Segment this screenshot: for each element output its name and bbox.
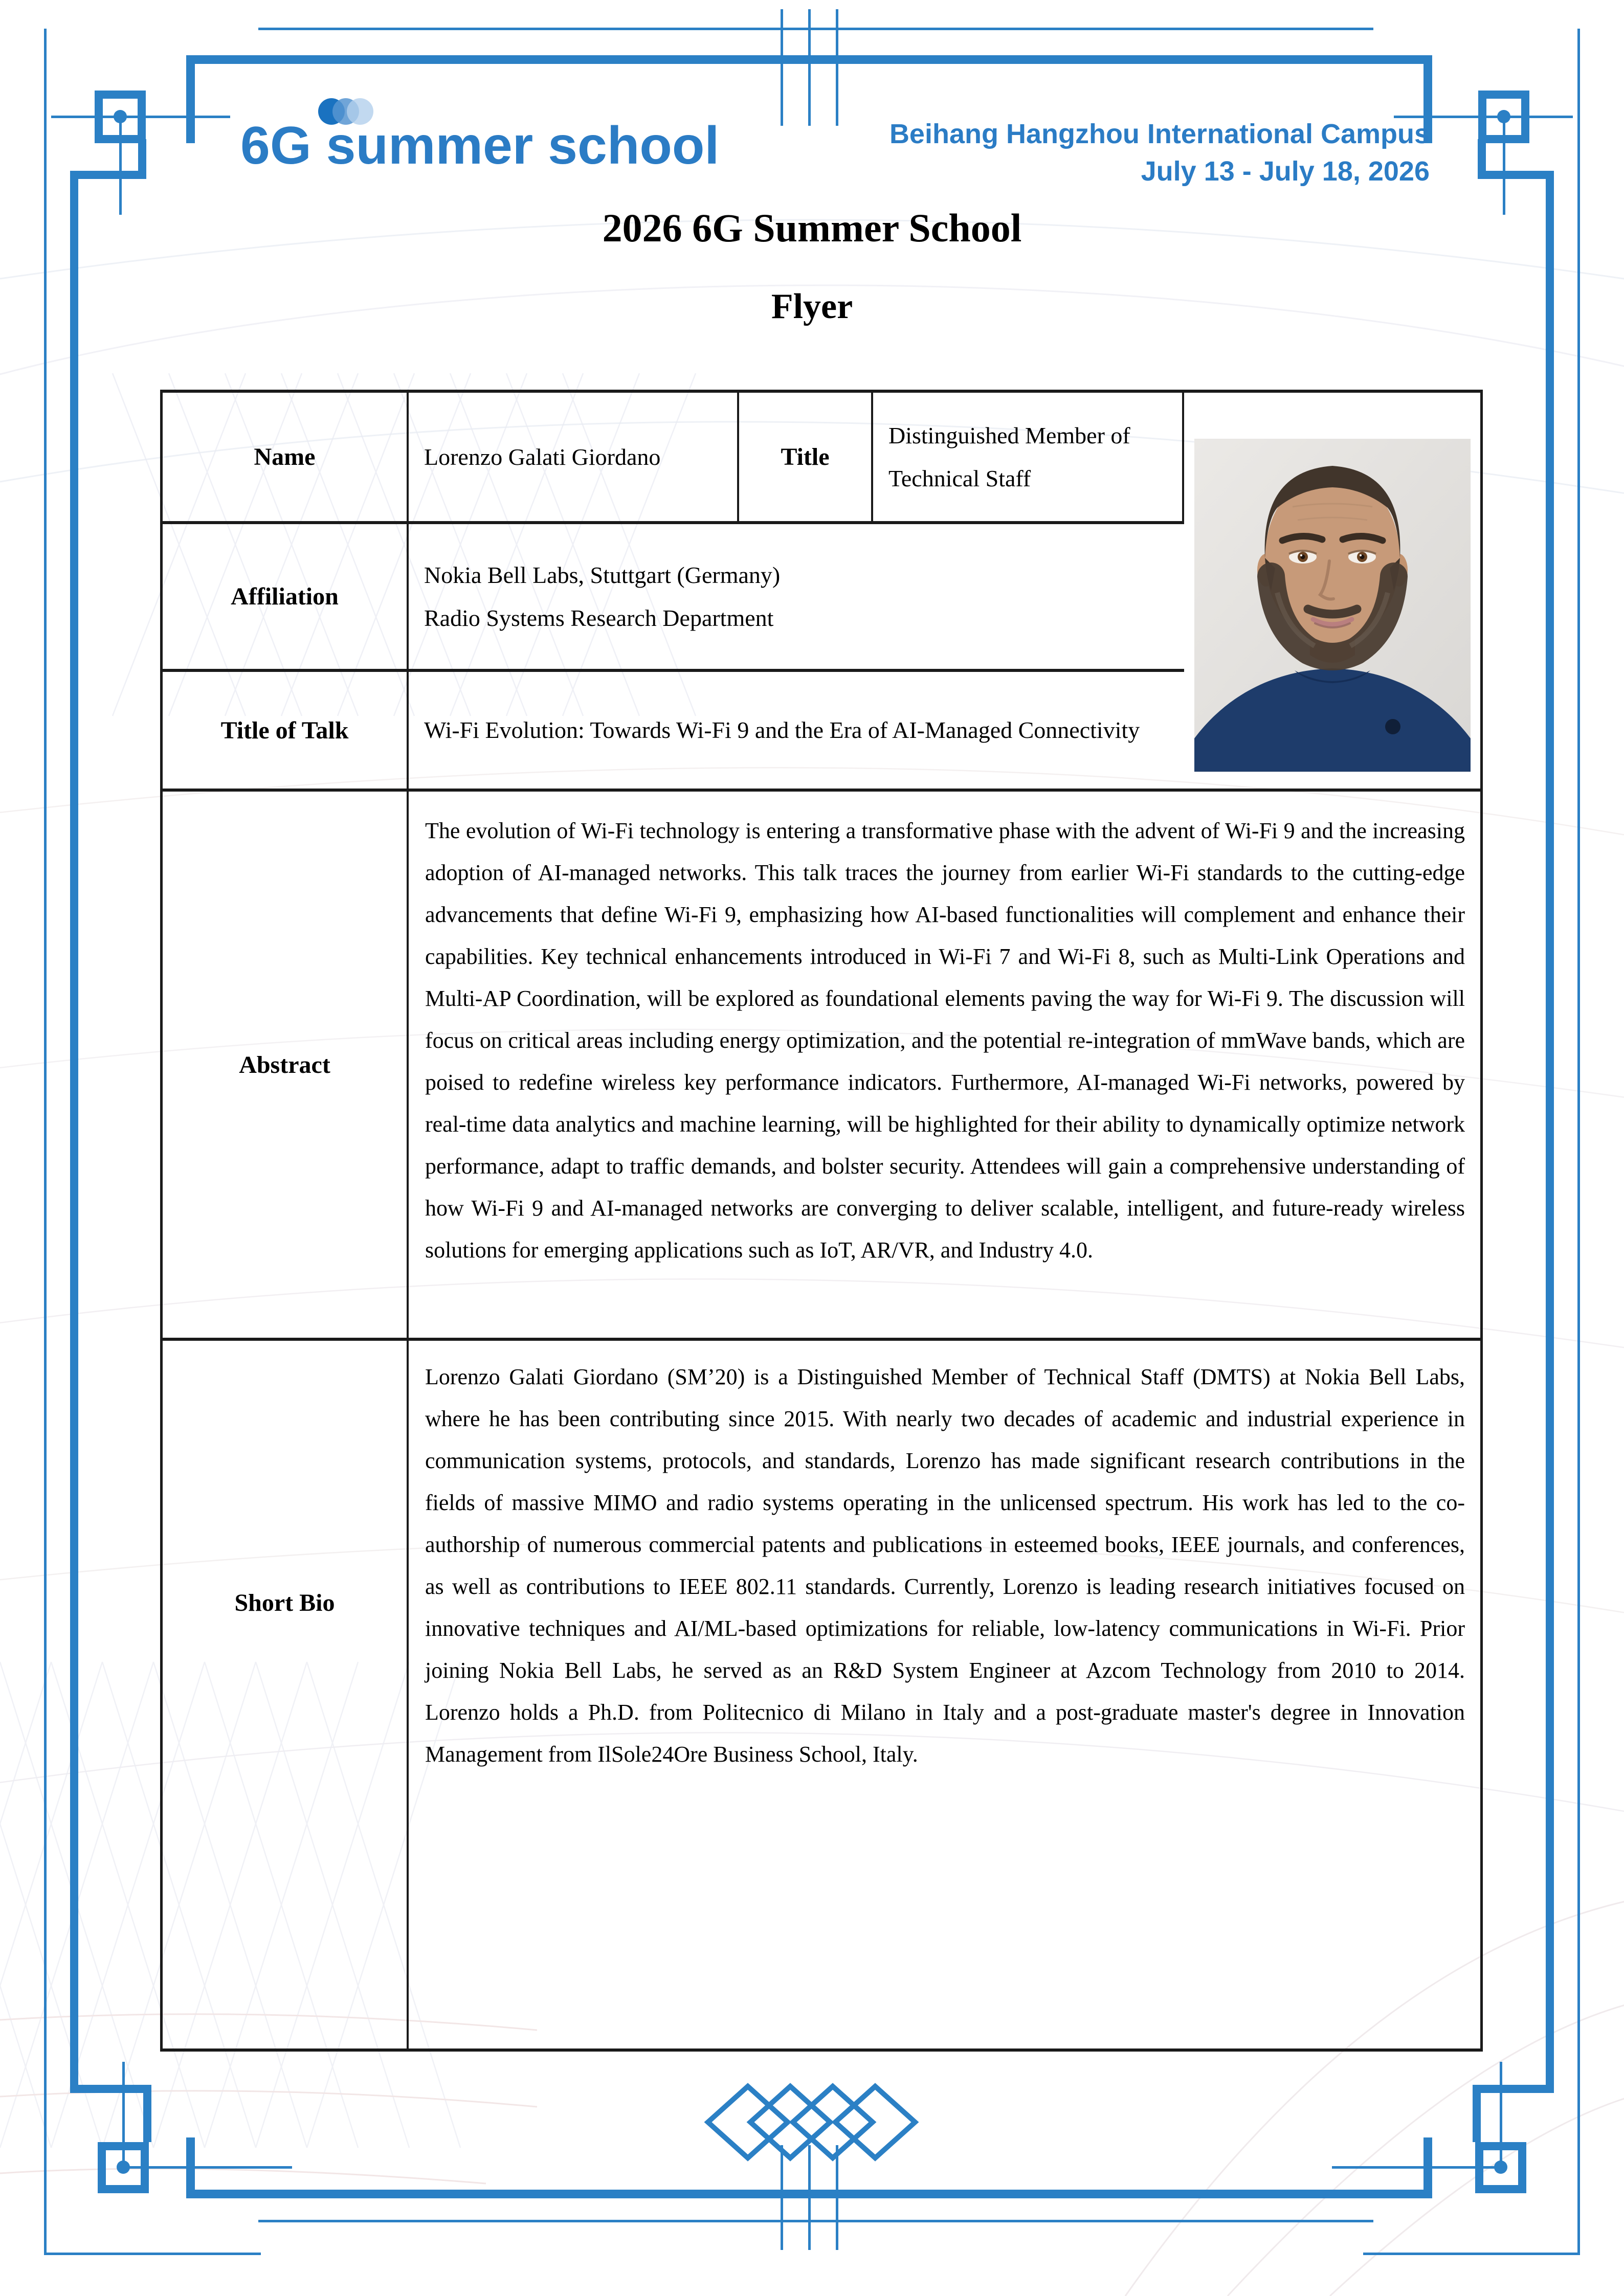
- name-label: Name: [163, 393, 409, 524]
- event-dates: July 13 - July 18, 2026: [1141, 156, 1430, 187]
- short-bio-text: Lorenzo Galati Giordano (SM’20) is a Distinguished Member of Technical Staff (DMTS) at Nokia Bell Labs, where he has been contributing since 2015. With nearly two decades of academic and industrial experience in communication systems, protocols, and standards, Lorenzo has made significant research contributions in the fields of massive MIMO and radio systems operating in the unlicensed spectrum. His work has led to the co-authorship of numerous commercial patents and publications in esteemed books, IEEE journals, and conferences, as well as contributions to IEEE 802.11 standards. Currently, Lorenzo is leading research initiatives focused on innovative techniques and AI/ML-based optimizations for reliable, low-latency communications in Wi-Fi. Prior joining Nokia Bell Labs, he served as an R&D System Engineer at Azcom Technology from 2010 to 2014. Lorenzo holds a Ph.D. from Politecnico di Milano in Italy and a post-graduate master's degree in Innovation Management from IlSole24Ore Business School, Italy.: [425, 1364, 1465, 1767]
- campus-name: Beihang Hangzhou International Campus: [889, 119, 1430, 149]
- logo: [240, 93, 803, 174]
- affiliation-line-1: Nokia Bell Labs, Stuttgart (Germany): [424, 561, 781, 588]
- page-title: 2026 6G Summer School: [602, 206, 1022, 250]
- affiliation-label: Affiliation: [163, 524, 409, 672]
- abstract-text: The evolution of Wi-Fi technology is entering a transformative phase with the advent of Wi-Fi 9 and the increasing adoption of AI-managed networks. This talk traces the journey from earlier Wi-Fi standards to the cutting-edge advancements that define Wi-Fi 9, emphasizing how AI-based functionalities will complement and enhance their capabilities. Key technical enhancements introduced in Wi-Fi 7 and Wi-Fi 8, such as Multi-Link Operations and Multi-AP Coordination, will be explored as foundational elements paving the way for Wi-Fi 9. The discussion will focus on critical areas including energy optimization, and the potential re-integration of mmWave bands, which are poised to redefine wireless key performance indicators. Furthermore, AI-managed Wi-Fi networks, powered by real-time data analytics and machine learning, will be highlighted for their ability to dynamically optimize network performance, adapt to traffic demands, and bolster security. Attendees will gain a comprehensive understanding of how Wi-Fi 9 and AI-managed networks are converging to deliver scalable, intelligent, and future-ready wireless solutions for emerging applications such as IoT, AR/VR, and Industry 4.0.: [409, 792, 1480, 1341]
- logo-text: 6G summer school: [240, 116, 720, 175]
- title-label: Title: [739, 393, 873, 524]
- portrait-illustration: [1194, 439, 1471, 772]
- page-subtitle: Flyer: [771, 287, 853, 326]
- title-value: Distinguished Member of Technical Staff: [873, 393, 1184, 524]
- short-bio-label: Short Bio: [163, 1341, 409, 2049]
- photo-cell: [1184, 393, 1480, 792]
- speaker-table: [160, 390, 1483, 2052]
- campus-header: [889, 116, 1430, 190]
- speaker-photo: [1194, 439, 1471, 772]
- name-value: Lorenzo Galati Giordano: [409, 393, 739, 524]
- affiliation-line-2: Radio Systems Research Department: [424, 604, 774, 631]
- talk-title-value: Wi-Fi Evolution: Towards Wi-Fi 9 and the Era of AI-Managed Connectivity: [409, 672, 1184, 792]
- affiliation-value: [409, 524, 1184, 672]
- abstract-label: Abstract: [163, 792, 409, 1341]
- talk-title-label: Title of Talk: [163, 672, 409, 792]
